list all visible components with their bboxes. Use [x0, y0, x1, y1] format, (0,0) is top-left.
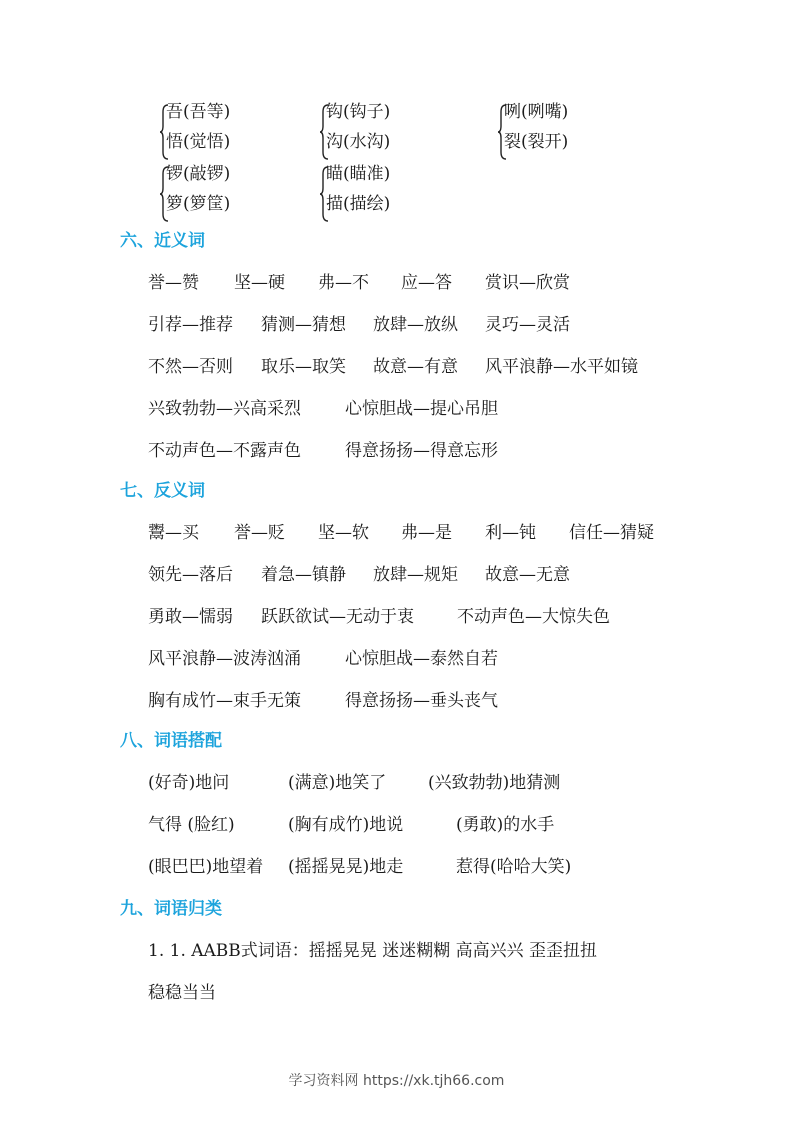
- section-heading-collocation: 八、词语搭配: [120, 731, 222, 751]
- char-word: 悟(觉悟): [166, 132, 231, 152]
- word-pair: 心惊胆战—提心吊胆: [345, 399, 498, 419]
- word-pair: 誉—贬: [234, 523, 285, 543]
- phrase: (好奇)地问: [148, 773, 230, 793]
- phrase: (勇敢)的水手: [456, 815, 555, 835]
- word-pair: 誉—赞: [148, 273, 199, 293]
- word-pair: 不动声色—大惊失色: [457, 607, 610, 627]
- char-group-5: [320, 164, 480, 228]
- phrase: (摇摇晃晃)地走: [288, 857, 404, 877]
- word-pair: 风平浪静—水平如镜: [485, 357, 638, 377]
- char-word: 瞄(瞄准): [326, 164, 391, 184]
- word-pair: 兴致勃勃—兴高采烈: [148, 399, 301, 419]
- phrase: (胸有成竹)地说: [288, 815, 404, 835]
- word-pair: 坚—软: [318, 523, 369, 543]
- word-pair: 赏识—欣赏: [485, 273, 570, 293]
- phrase: 气得 (脸红): [148, 815, 235, 835]
- word-pair: 应—答: [401, 273, 452, 293]
- word-pair: 弗—不: [318, 273, 369, 293]
- phrase: (眼巴巴)地望着: [148, 857, 264, 877]
- word-pair: 得意扬扬—得意忘形: [345, 441, 498, 461]
- word-pair: 着急—镇静: [261, 565, 346, 585]
- section-heading-synonyms: 六、近义词: [120, 231, 205, 251]
- phrase: 惹得(哈哈大笑): [456, 857, 572, 877]
- char-word: 锣(敲锣): [166, 164, 231, 184]
- word-pair: 信任—猜疑: [569, 523, 654, 543]
- word-pair: 风平浪静—波涛汹涌: [148, 649, 301, 669]
- word-pair: 放肆—放纵: [373, 315, 458, 335]
- classification-line: 1. 1. AABB式词语：摇摇晃晃 迷迷糊糊 高高兴兴 歪歪扭扭: [148, 941, 597, 961]
- char-word: 沟(水沟): [326, 132, 391, 152]
- word-pair: 放肆—规矩: [373, 565, 458, 585]
- word-pair: 故意—无意: [485, 565, 570, 585]
- word-pair: 猜测—猜想: [261, 315, 346, 335]
- char-word: 吾(吾等): [166, 102, 231, 122]
- char-group-3: [498, 102, 658, 166]
- word-pair: 得意扬扬—垂头丧气: [345, 691, 498, 711]
- word-pair: 勇敢—懦弱: [148, 607, 233, 627]
- classification-line: 稳稳当当: [148, 983, 216, 1003]
- footer-watermark: 学习资料网 https://xk.tjh66.com: [288, 1073, 505, 1089]
- word-pair: 胸有成竹—束手无策: [148, 691, 301, 711]
- section-heading-classification: 九、词语归类: [120, 899, 222, 919]
- word-pair: 取乐—取笑: [261, 357, 346, 377]
- word-pair: 故意—有意: [373, 357, 458, 377]
- char-word: 箩(箩筐): [166, 194, 231, 214]
- char-word: 咧(咧嘴): [504, 102, 569, 122]
- word-pair: 引荐—推荐: [148, 315, 233, 335]
- phrase: (兴致勃勃)地猜测: [428, 773, 561, 793]
- word-pair: 坚—硬: [234, 273, 285, 293]
- word-pair: 弗—是: [401, 523, 452, 543]
- phrase: (满意)地笑了: [288, 773, 387, 793]
- word-pair: 心惊胆战—泰然自若: [345, 649, 498, 669]
- char-word: 裂(裂开): [504, 132, 569, 152]
- char-group-4: [160, 164, 320, 228]
- word-pair: 不动声色—不露声色: [148, 441, 301, 461]
- word-pair: 灵巧—灵活: [485, 315, 570, 335]
- char-word: 描(描绘): [326, 194, 391, 214]
- word-pair: 不然—否则: [148, 357, 233, 377]
- word-pair: 领先—落后: [148, 565, 233, 585]
- word-pair: 鬻—买: [148, 523, 199, 543]
- char-group-1: [160, 102, 320, 166]
- char-word: 钩(钩子): [326, 102, 391, 122]
- char-group-2: [320, 102, 480, 166]
- word-pair: 利—钝: [485, 523, 536, 543]
- word-pair: 跃跃欲试—无动于衷: [261, 607, 414, 627]
- section-heading-antonyms: 七、反义词: [120, 481, 205, 501]
